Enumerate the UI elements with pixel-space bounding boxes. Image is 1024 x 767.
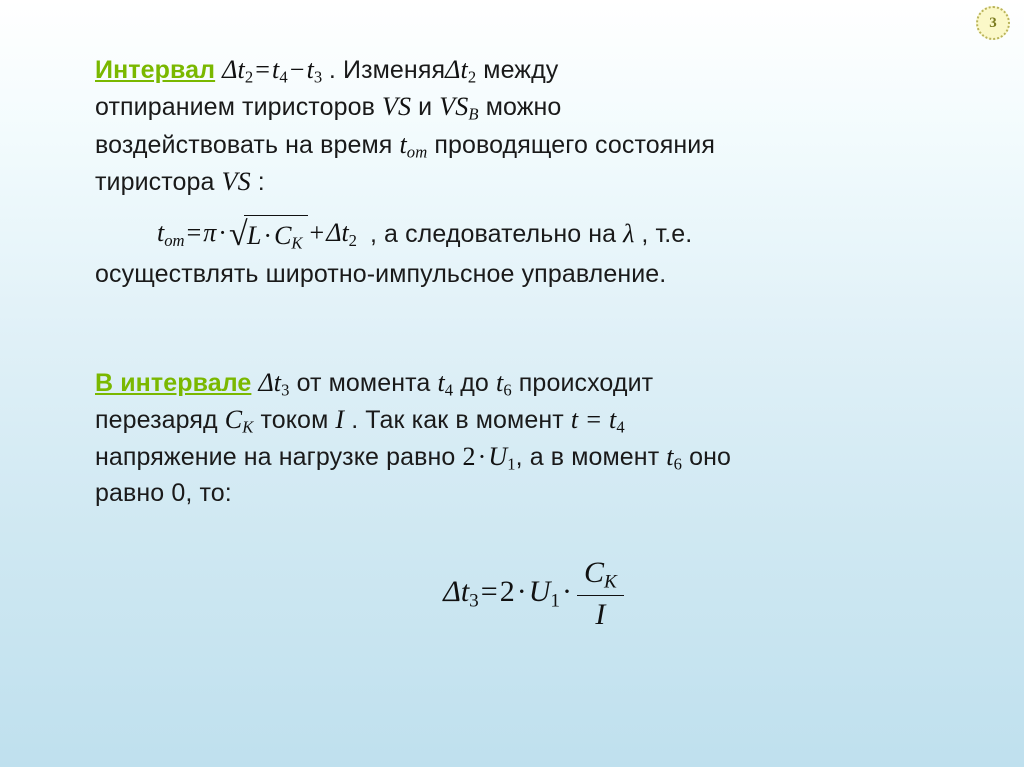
text-do: до — [460, 368, 489, 397]
formula-t-om-line — [95, 215, 975, 293]
text-line3a: воздействовать на время — [95, 130, 393, 159]
slide-content — [95, 52, 975, 632]
highlight-interval: Интервал — [95, 56, 216, 84]
text-proishodit: происходит — [518, 368, 654, 397]
text-tokom: током — [260, 405, 329, 434]
symbol-t6: t6 — [496, 367, 512, 400]
symbol-t4: t4 — [437, 367, 454, 400]
page-number-badge: 3 — [976, 6, 1010, 40]
text-line4a: тиристора — [95, 167, 215, 196]
symbol-vs-b: $VS_B$ — [439, 92, 479, 124]
symbol-vs-2: VS — [221, 166, 251, 196]
text-tak-kak: . Так как в момент — [351, 405, 564, 434]
symbol-ck: $C_K$ — [224, 404, 254, 437]
square-root: √ $L\cdot C_K$ — [229, 215, 308, 255]
symbol-t-om: $t_{от}$ — [399, 129, 428, 162]
text-line3b: проводящего состояния — [434, 130, 715, 159]
formula-delta-t3: Δt3=2·U1· $\frac{C_K}{I}$ — [443, 575, 627, 608]
expression-2-u1: 2·U1 — [462, 442, 516, 474]
symbol-delta-t2: Δt2 — [445, 55, 477, 87]
formula-delta-t3-line — [95, 556, 975, 632]
text-a-v-moment: , а в момент — [515, 443, 660, 472]
paragraph-v-intervale — [95, 365, 975, 512]
symbol-delta-t3: Δt3 — [258, 367, 290, 400]
symbol-current-i: I — [335, 404, 345, 434]
paragraph-interval — [95, 52, 975, 201]
text-ot-momenta: от момента — [296, 368, 431, 397]
text-ono: оно — [689, 443, 732, 472]
text-pwm-control: осуществлять широтно-импульсное управление. — [95, 260, 667, 289]
symbol-lambda: λ — [623, 218, 635, 248]
text-line2a: отпиранием тиристоров — [95, 93, 375, 122]
fraction-ck-over-i: $\frac{C_K}{I}$ — [577, 556, 624, 632]
text-mezhdu: между — [483, 56, 559, 84]
radical-sign: √ — [228, 215, 248, 253]
text-tail-1: , а следовательно на — [369, 219, 617, 248]
text-ravno-nulyu: равно 0, то: — [95, 479, 232, 508]
text-i: и — [418, 93, 433, 122]
text-tail-2: , т.е. — [641, 219, 693, 248]
symbol-vs: VS — [382, 92, 412, 122]
text-line4b: : — [257, 167, 265, 196]
symbol-t-equals-t4: t = t4 — [570, 404, 625, 437]
text-after-equation: . Изменяя — [328, 56, 446, 84]
formula-t-om: $t_{от}=\pi\cdot$ √ $L\cdot C_K +\Delta t2$ — [157, 215, 357, 255]
equation-delta-t2-definition: Δt2=t4−t3 — [222, 55, 323, 87]
symbol-t6-b: t6 — [666, 442, 683, 474]
text-napryazhenie: напряжение на нагрузке равно — [95, 443, 456, 472]
highlight-v-intervale: В интервале — [95, 368, 252, 397]
text-line2b: можно — [485, 93, 562, 122]
text-perezaryad: перезаряд — [95, 405, 218, 434]
